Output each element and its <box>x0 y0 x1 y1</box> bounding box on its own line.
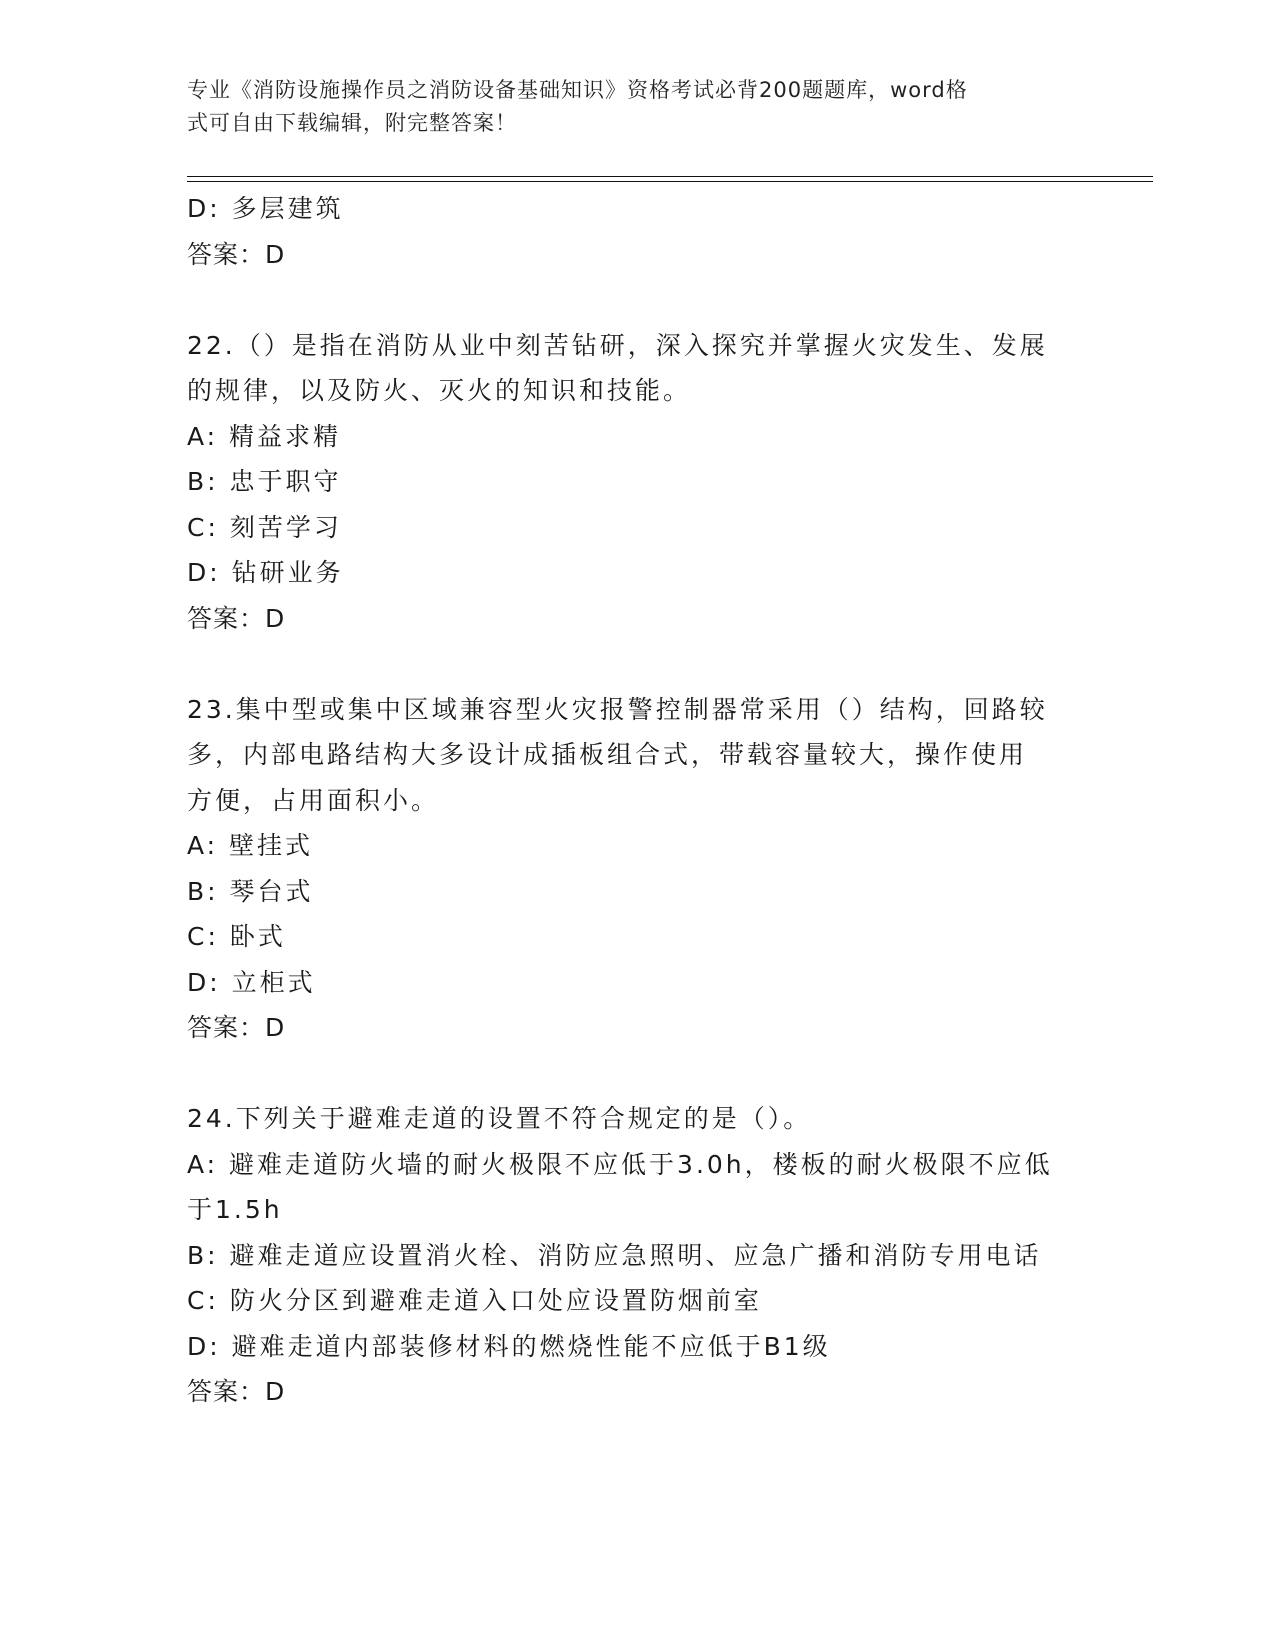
question-22 <box>187 323 1087 642</box>
question-24 <box>187 1096 1087 1415</box>
option-a: A: 避难走道防火墙的耐火极限不应低于3.0h，楼板的耐火极限不应低 <box>187 1149 1053 1179</box>
question-text: 多，内部电路结构大多设计成插板组合式，带载容量较大，操作使用 <box>187 740 1028 769</box>
answer: 答案：D <box>187 239 286 269</box>
document-header <box>187 74 1067 140</box>
option-b: B: 琴台式 <box>187 876 314 906</box>
option-a: A: 精益求精 <box>187 421 342 451</box>
header-line-2: 式可自由下载编辑，附完整答案！ <box>187 111 517 135</box>
answer: 答案：D <box>187 1013 286 1042</box>
question-text: 22.（）是指在消防从业中刻苦钻研，深入探究并掌握火灾发生、发展 <box>187 330 1048 360</box>
option-c: C: 刻苦学习 <box>187 512 342 542</box>
header-rule-bottom <box>187 181 1153 182</box>
option-a: A: 壁挂式 <box>187 831 314 860</box>
question-text: 24.下列关于避难走道的设置不符合规定的是（）。 <box>187 1104 812 1133</box>
question-text: 23.集中型或集中区域兼容型火灾报警控制器常采用（）结构，回路较 <box>187 694 1048 724</box>
answer: 答案：D <box>187 603 286 633</box>
option-d: D: 钻研业务 <box>187 558 344 587</box>
question-text: 的规律，以及防火、灭火的知识和技能。 <box>187 376 692 405</box>
question-text: 方便，占用面积小。 <box>187 785 440 815</box>
option-c: C: 防火分区到避难走道入口处应设置防烟前室 <box>187 1286 762 1315</box>
option-b: B: 忠于职守 <box>187 467 342 496</box>
header-rule-top <box>187 176 1153 177</box>
document-body <box>187 186 1087 1415</box>
spacer <box>187 277 1087 323</box>
option-d: D: 避难走道内部装修材料的燃烧性能不应低于B1级 <box>187 1331 831 1361</box>
answer: 答案：D <box>187 1377 286 1406</box>
question-23 <box>187 687 1087 1051</box>
option-d: D: 多层建筑 <box>187 194 344 223</box>
header-line-1: 专业《消防设施操作员之消防设备基础知识》资格考试必背200题题库，word格 <box>187 78 968 102</box>
option-c: C: 卧式 <box>187 922 286 951</box>
option-a-continued: 于1.5h <box>187 1195 283 1224</box>
spacer <box>187 1051 1087 1097</box>
spacer <box>187 641 1087 687</box>
option-d: D: 立柜式 <box>187 967 316 997</box>
option-b: B: 避难走道应设置消火栓、消防应急照明、应急广播和消防专用电话 <box>187 1240 1042 1270</box>
